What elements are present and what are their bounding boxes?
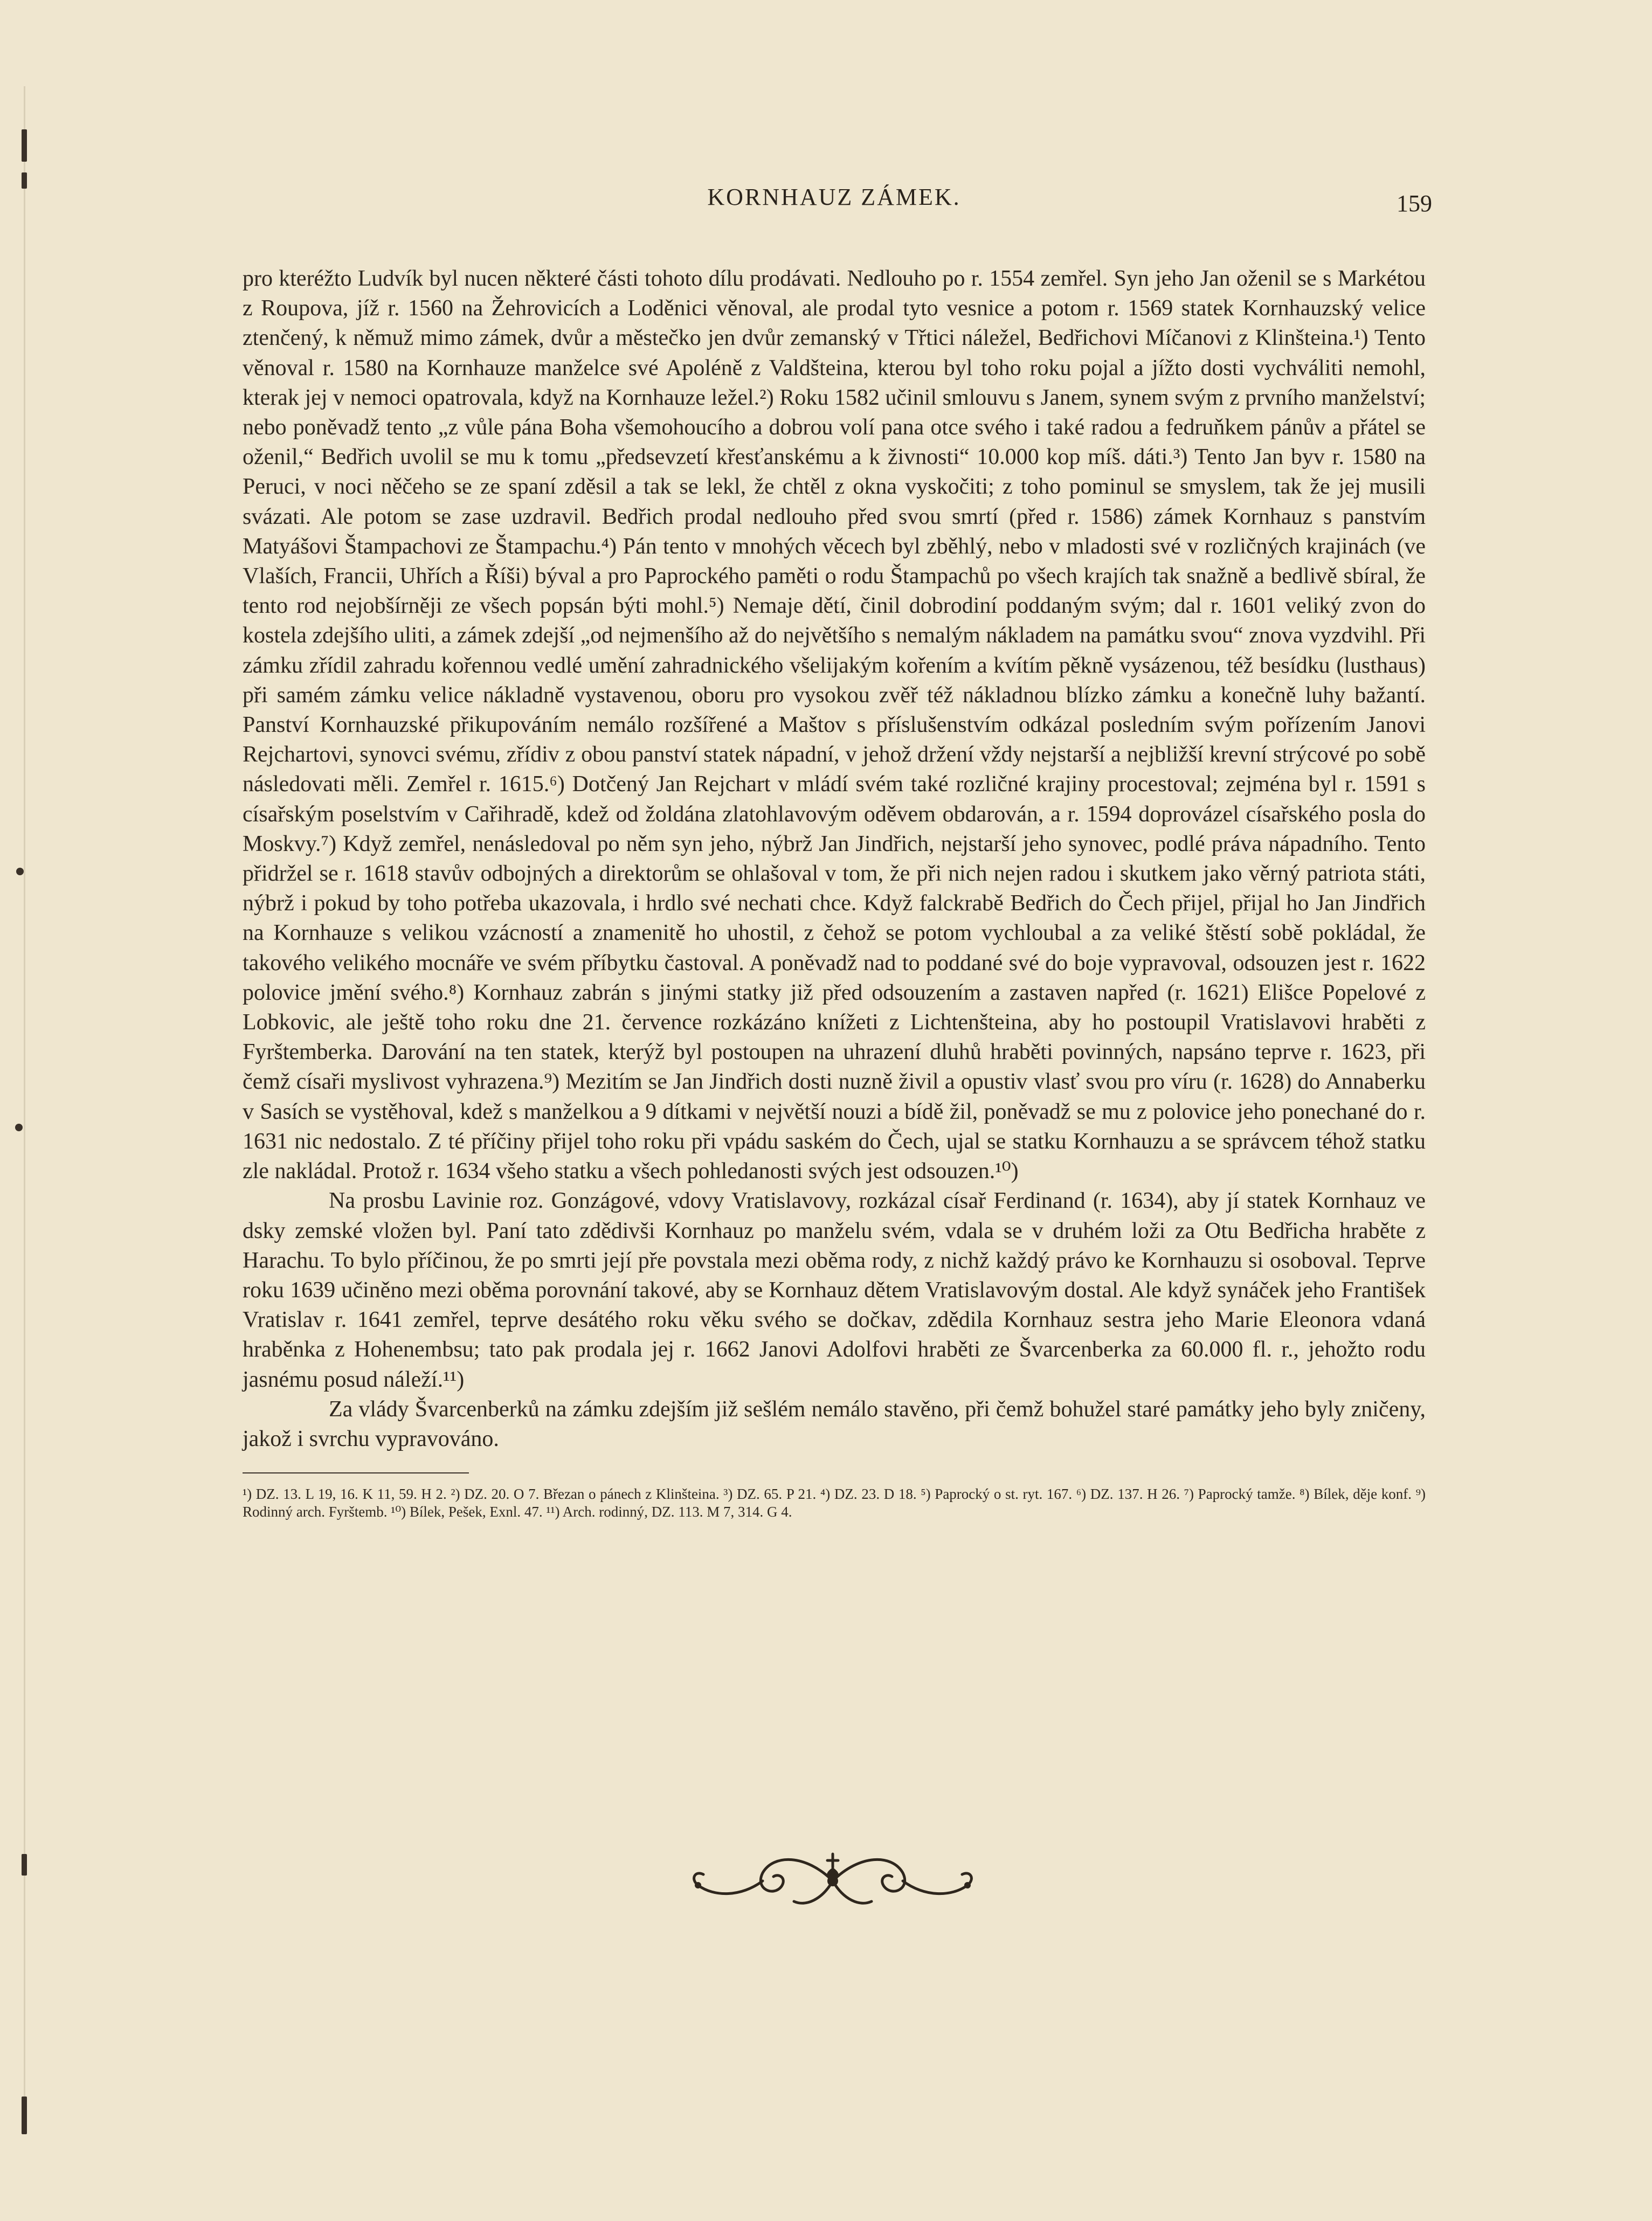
page-number: 159: [1397, 190, 1432, 217]
running-title: KORNHAUZ ZÁMEK.: [707, 184, 961, 210]
floral-tailpiece-ornament-icon: [671, 1843, 994, 1919]
gutter-dot: [16, 868, 24, 875]
gutter-mark: [22, 1854, 27, 1876]
body-text: [243, 264, 1426, 1454]
paragraph: pro kteréžto Ludvík byl nucen některé části tohoto dílu prodávati. Nedlouho po r. 1554 zemřel. Syn jeho Jan oženil se s Markétou z Roupova, jíž r. 1560 na Žehrovicích a Loděnici věnoval, ale prodal tyto vesnice a potom r. 1569 statek Kornhauzský velice ztenčený, k němuž mimo zámek, dvůr a městečko jen dvůr zemanský v Třtici náležel, Bedřichovi Míčanovi z Klinšteina.¹) Tento věnoval r. 1580 na Kornhauze manželce své Apoléně z Valdšteina, kterou byl toho roku pojal a jížto dosti vychváliti nemohl, kterak jej v nemoci opatrovala, když na Kornhauze ležel.²) Roku 1582 učinil smlouvu s Janem, synem svým z prvního manželství; nebo poněvadž tento „z vůle pána Boha všemohoucího a dobrou volí pana otce svého i také radou a fedruňkem pánův a přátel se oženil,“ Bedřich uvolil se mu k tomu „předsevzetí křesťanskému a k živnosti“ 10.000 kop míš. dáti.³) Tento Jan byv r. 1580 na Peruci, v noci něčeho se ze spaní zděsil a tak se lekl, že chtěl z okna vyskočiti; z toho pominul se smyslem, tak že jej musili svázati. Ale potom se zase uzdravil. Bedřich prodal nedlouho před svou smrtí (před r. 1586) zámek Kornhauz s panstvím Matyášovi Štampachovi ze Štampachu.⁴) Pán tento v mnohých věcech byl zběhlý, nebo v mladosti své v rozličných krajinách (ve Vlaších, Francii, Uhřích a Říši) býval a pro Paprockého paměti o rodu Štampachů po všech krajích tak snažně a bedlivě sbíral, že tento rod nejobšírněji ze všech popsán býti mohl.⁵) Nemaje dětí, činil dobrodiní poddaným svým; dal r. 1601 veliký zvon do kostela zdejšího uliti, a zámek zdejší „od nejmenšího až do největšího s nemalým nákladem na památku svou“ znova vyzdvihl. Při zámku zřídil zahradu kořennou vedlé umění zahradnického všelijakým kořením a kvítím pěkně vysázenou, též besídku (lusthaus) při samém zámku velice nákladně vystavenou, oboru pro vysokou zvěř též nákladnou blízko zámku a konečně luhy bažantí. Panství Kornhauzské přikupováním nemálo rozšířené a Maštov s příslušenstvím odkázal posledním svým pořízením Janovi Rejchartovi, synovci svému, zřídiv z obou panství statek nápadní, v jehož držení vždy nejstarší a nejbližší krevní strýcové po sobě následovati měli. Zemřel r. 1615.⁶) Dotčený Jan Rejchart v mládí svém také rozličné krajiny procestoval; zejména byl r. 1591 s císařským poselstvím v Cařihradě, kdež od žoldána zlatohlavovým oděvem obdarován, a r. 1594 doprovázel císařského posla do Moskvy.⁷) Když zemřel, nenásledoval po něm syn jeho, nýbrž Jan Jindřich, nejstarší jeho synovec, podlé práva nápadního. Tento přidržel se r. 1618 stavův odbojných a direktorům se ohlašoval v tom, že při nich nejen radou i skutkem jako věrný patriota státi, nýbrž i pokud by toho potřeba ukazovala, i hrdlo své nechati chce. Když falckrabě Bedřich do Čech přijel, přijal ho Jan Jindřich na Kornhauze s velikou vzácností a znamenitě ho uhostil, z čehož se potom vychloubal a za veliké štěstí sobě pokládal, že takového velikého mocnáře ve svém příbytku častoval. A poněvadž nad to poddané své do boje vypravoval, odsouzen jest r. 1622 polovice jmění svého.⁸) Kornhauz zabrán s jinými statky již před odsouzením a zastaven napřed (r. 1621) Elišce Popelové z Lobkovic, ale ještě toho roku dne 21. července rozkázáno knížeti z Lichtenšteina, aby ho postoupil Vratislavovi hraběti z Fyrštemberka. Darování na ten statek, kterýž byl postoupen na uhrazení dluhů hraběti povinných, napsáno teprve r. 1623, při čemž císaři myslivost vyhrazena.⁹) Mezitím se Jan Jindřich dosti nuzně živil a opustiv vlasť svou pro víru (r. 1628) do Annaberku v Sasích se vystěhoval, kdež s manželkou a 9 dítkami v největší nouzi a bídě žil, poněvadž se mu z polovice jeho ponechané do r. 1631 nic nedostalo. Z té příčiny přijel toho roku při vpádu saském do Čech, ujal se statku Kornhauzu a se správcem téhož statku zle nakládal. Protož r. 1634 všeho statku a všech pohledanosti svých jest odsouzen.¹⁰): [243, 266, 1426, 1184]
paragraph: Za vlády Švarcenberků na zámku zdejším již sešlém nemálo stavěno, při čemž bohužel staré památky jeho byly zničeny, jakož i svrchu vypravováno.: [243, 1396, 1426, 1451]
running-head: [243, 178, 1432, 237]
gutter-mark: [22, 2097, 27, 2134]
page-content: [243, 178, 1432, 1521]
gutter-line: [24, 86, 25, 2107]
paragraph: Na prosbu Lavinie roz. Gonzágové, vdovy Vratislavovy, rozkázal císař Ferdinand (r. 1634), aby jí statek Kornhauz ve dsky zemské vložen byl. Paní tato zdědivši Kornhauz po manželu svém, vdala se v druhém loži za Otu Bedřicha hraběte z Harachu. To bylo příčinou, že po smrti její pře povstala mezi oběma rody, z nichž každý právo ke Kornhauzu si osoboval. Teprve roku 1639 učiněno mezi oběma porovnání takové, aby se Kornhauz dětem Vratislavovým dostal. Ale když synáček jeho František Vratislav r. 1641 zemřel, teprve desátého roku věku svého se dočkav, zdědila Kornhauz sestra jeho Marie Eleonora vdaná hraběnka z Hohenembsu; tato pak prodala jej r. 1662 Janovi Adolfovi hraběti ze Švarcenberka za 60.000 fl. r., jehožto rodu jasnému posud náleží.¹¹): [243, 1188, 1426, 1392]
gutter-mark: [22, 129, 27, 162]
footnotes: ¹) DZ. 13. L 19, 16. K 11, 59. H 2. ²) DZ. 20. O 7. Březan o pánech z Klinšteina. ³) DZ. 65. P 21. ⁴) DZ. 23. D 18. ⁵) Paprocký o st. ryt. 167. ⁶) DZ. 137. H 26. ⁷) Paprocký tamže. ⁸) Bílek, děje konf. ⁹) Rodinný arch. Fyrštemb. ¹⁰) Bílek, Pešek, Exnl. 47. ¹¹) Arch. rodinný, DZ. 113. M 7, 314. G 4.: [243, 1486, 1426, 1520]
footnote-rule: [243, 1472, 469, 1473]
gutter-mark: [22, 172, 27, 189]
gutter-dot: [15, 1124, 23, 1131]
